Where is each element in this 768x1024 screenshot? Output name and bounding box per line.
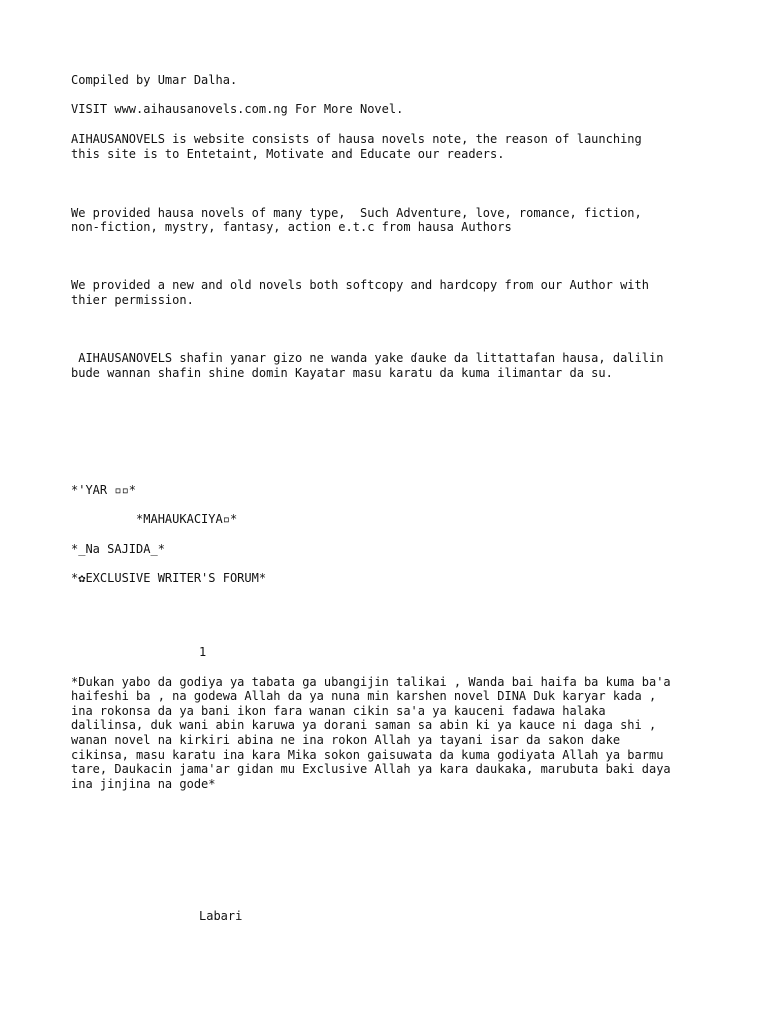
copies-line-2: thier permission. <box>71 293 194 307</box>
dedication-line-1: *Dukan yabo da godiya ya tabata ga ubangijin talikai , Wanda bai haifa ba kuma ba'a <box>71 675 671 689</box>
about-line-1: AIHAUSANOVELS is website consists of hausa novels note, the reason of launching <box>71 132 642 146</box>
chapter-number: 1 <box>199 645 207 659</box>
copies-line-1: We provided a new and old novels both softcopy and hardcopy from our Author with <box>71 278 649 292</box>
writers-forum: *✿EXCLUSIVE WRITER'S FORUM* <box>71 571 267 585</box>
dedication-line-5: wanan novel na kirkiri abina ne ina rokon Allah ya tayani isar da sakon dake <box>71 733 621 747</box>
types-line-2: non-fiction, mystry, fantasy, action e.t.c from hausa Authors <box>71 220 512 234</box>
types-line-1: We provided hausa novels of many type, Such Adventure, love, romance, fiction, <box>71 206 642 220</box>
dedication-line-3: ina rokonsa da ya bani ikon fara wanan cikin sa'a ya kauceni fadawa halaka <box>71 704 606 718</box>
hausa-intro-line-2: bude wannan shafin shine domin Kayatar masu karatu da kuma ilimantar da su. <box>71 366 613 380</box>
compiled-by-line: Compiled by Umar Dalha. <box>71 73 238 87</box>
about-line-2: this site is to Entetaint, Motivate and Educate our readers. <box>71 147 505 161</box>
dedication-line-8: ina jinjina na gode* <box>71 777 216 791</box>
dedication-line-2: haifeshi ba , na godewa Allah da ya nuna min karshen novel DINA Duk karyar kada , <box>71 689 657 703</box>
dedication-line-7: tare, Daukacin jama'ar gidan mu Exclusive Allah ya kara daukaka, marubuta baki daya <box>71 762 671 776</box>
dedication-line-6: cikinsa, masu karatu ina kara Mika sokon gaisuwata da kuma godiyata Allah ya barmu <box>71 748 664 762</box>
novel-subtitle: *MAHAUKACIYA▫* <box>71 512 238 526</box>
hausa-intro-line-1: AIHAUSANOVELS shafin yanar gizo ne wanda yake ɗauke da littattafan hausa, dalilin <box>71 351 664 365</box>
novel-title: *'YAR ▫▫* <box>71 483 137 497</box>
dedication-line-4: dalilinsa, duk wani abin karuwa ya dorani saman sa abin ki ya kauce ni daga shi , <box>71 718 657 732</box>
visit-line: VISIT www.aihausanovels.com.ng For More Novel. <box>71 102 404 116</box>
novel-author: *_Na SAJIDA_* <box>71 542 165 556</box>
section-heading: Labari <box>199 909 243 923</box>
